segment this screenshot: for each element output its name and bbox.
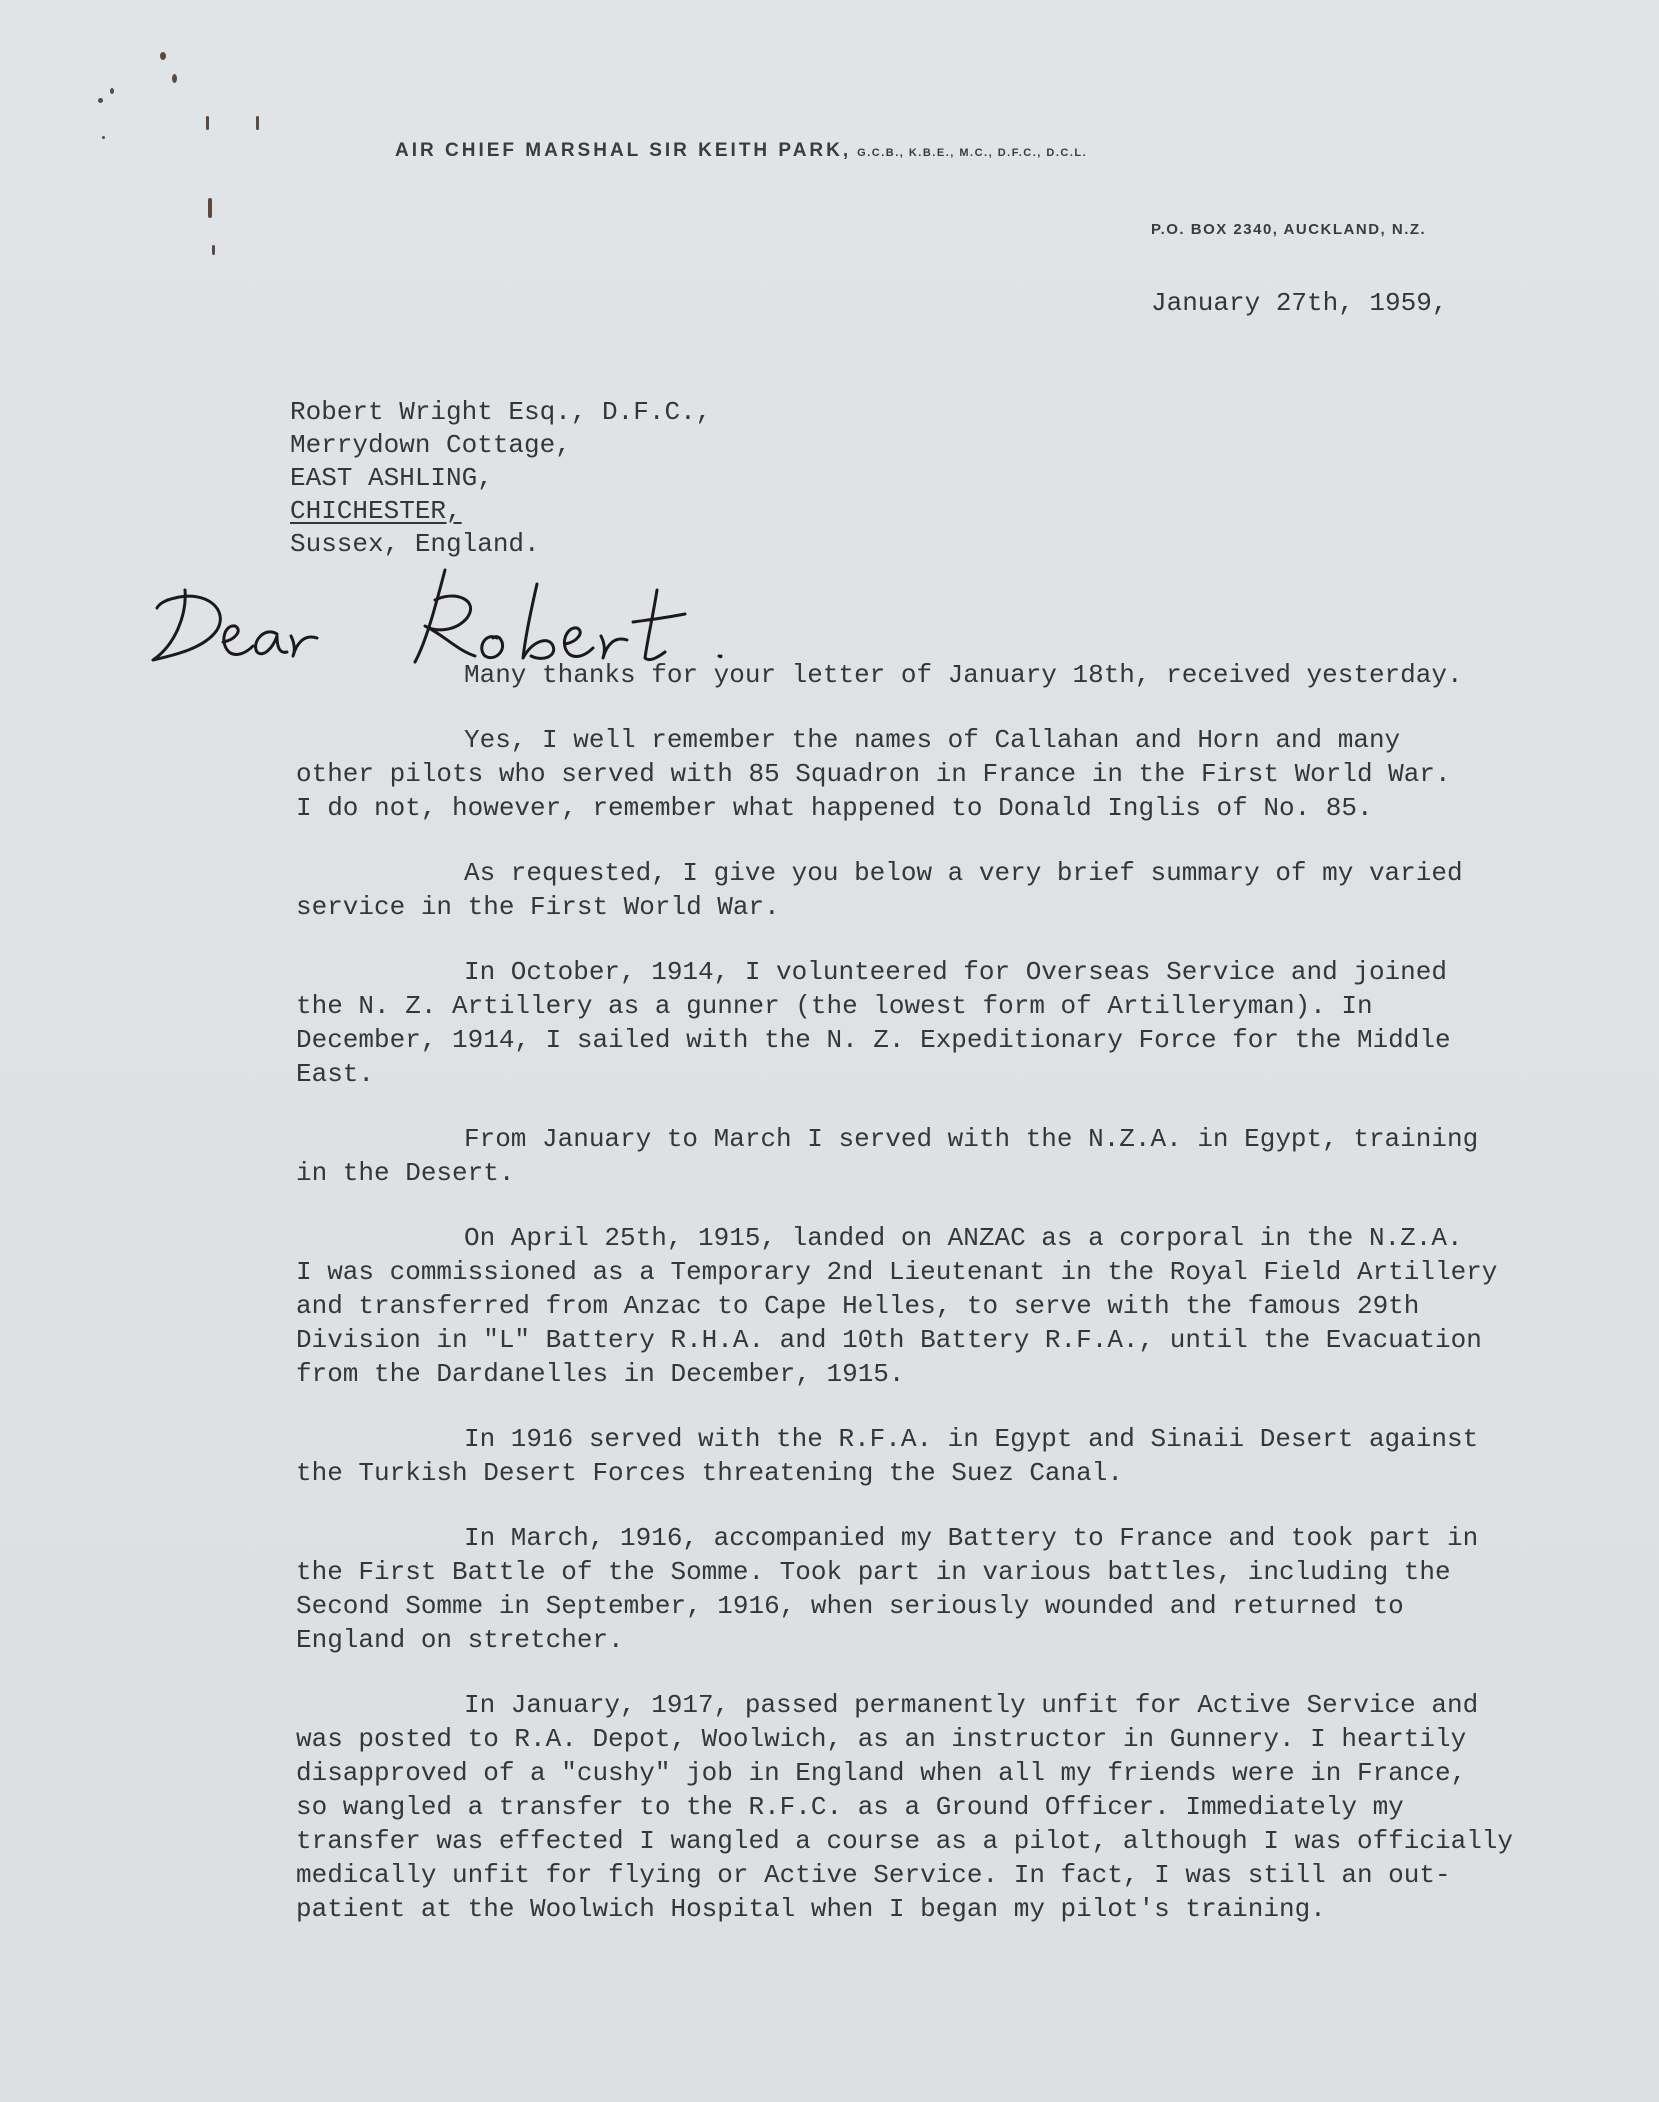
recipient-line: Robert Wright Esq., D.F.C., <box>290 397 712 427</box>
paragraph <box>296 1122 1636 1190</box>
body-line: Division in "L" Battery R.H.A. and 10th Battery R.F.A., until the Evacuation <box>296 1325 1482 1355</box>
body-line: East. <box>296 1059 375 1089</box>
paragraph <box>296 1221 1636 1391</box>
paragraph <box>296 856 1636 924</box>
body-line: other pilots who served with 85 Squadron in France in the First World War. <box>296 759 1451 789</box>
recipient-line: Sussex, England. <box>290 529 540 559</box>
body-line: I was commissioned as a Temporary 2nd Lieutenant in the Royal Field Artillery <box>296 1257 1498 1287</box>
body-line: disapproved of a "cushy" job in England when all my friends were in France, <box>296 1758 1467 1788</box>
body-line: In 1916 served with the R.F.A. in Egypt and Sinaii Desert against <box>464 1424 1479 1454</box>
letterhead-name <box>395 140 1087 162</box>
body-line: Second Somme in September, 1916, when seriously wounded and returned to <box>296 1591 1404 1621</box>
paper-mark <box>206 116 209 130</box>
recipient-address <box>290 396 711 561</box>
body-line: from the Dardanelles in December, 1915. <box>296 1359 905 1389</box>
body-line: In March, 1916, accompanied my Battery to France and took part in <box>464 1523 1479 1553</box>
body-line: In January, 1917, passed permanently unfit for Active Service and <box>464 1690 1479 1720</box>
paper-mark <box>212 245 215 255</box>
paper-mark <box>256 116 259 130</box>
paragraph <box>296 1521 1636 1657</box>
paragraph <box>296 658 1636 692</box>
letterhead-address: P.O. BOX 2340, AUCKLAND, N.Z. <box>1151 221 1427 238</box>
body-line: I do not, however, remember what happened to Donald Inglis of No. 85. <box>296 793 1373 823</box>
paragraph <box>296 723 1636 825</box>
body-line: was posted to R.A. Depot, Woolwich, as an instructor in Gunnery. I heartily <box>296 1724 1467 1754</box>
paragraph <box>296 1688 1636 1926</box>
body-line: England on stretcher. <box>296 1625 624 1655</box>
body-line: Many thanks for your letter of January 18th, received yesterday. <box>464 660 1463 690</box>
body-line: From January to March I served with the N.Z.A. in Egypt, training <box>464 1124 1479 1154</box>
body-line: the Turkish Desert Forces threatening the Suez Canal. <box>296 1458 1123 1488</box>
sender-name: AIR CHIEF MARSHAL SIR KEITH PARK, <box>395 140 852 161</box>
paper-mark <box>110 88 114 94</box>
body-line: Yes, I well remember the names of Callahan and Horn and many <box>464 725 1401 755</box>
letter-date: January 27th, 1959, <box>1151 288 1448 318</box>
recipient-line: EAST ASHLING, <box>290 463 493 493</box>
paper-mark <box>208 198 212 218</box>
body-line: the N. Z. Artillery as a gunner (the lowest form of Artilleryman). In <box>296 991 1373 1021</box>
body-line: service in the First World War. <box>296 892 780 922</box>
body-line: patient at the Woolwich Hospital when I began my pilot's training. <box>296 1894 1326 1924</box>
paper-mark <box>160 52 166 60</box>
body-line: On April 25th, 1915, landed on ANZAC as a corporal in the N.Z.A. <box>464 1223 1463 1253</box>
paper-mark <box>172 74 177 83</box>
body-line: medically unfit for flying or Active Service. In fact, I was still an out- <box>296 1860 1451 1890</box>
body-line: December, 1914, I sailed with the N. Z. Expeditionary Force for the Middle <box>296 1025 1451 1055</box>
letter-body <box>296 658 1636 1957</box>
paper-mark <box>98 98 103 103</box>
body-line: and transferred from Anzac to Cape Helles, to serve with the famous 29th <box>296 1291 1420 1321</box>
recipient-line: CHICHESTER, <box>290 496 462 526</box>
body-line: so wangled a transfer to the R.F.C. as a Ground Officer. Immediately my <box>296 1792 1404 1822</box>
body-line: transfer was effected I wangled a course as a pilot, although I was officially <box>296 1826 1513 1856</box>
sender-honours: G.C.B., K.B.E., M.C., D.F.C., D.C.L. <box>857 147 1088 159</box>
paper-mark <box>102 136 105 139</box>
recipient-line: Merrydown Cottage, <box>290 430 571 460</box>
paragraph <box>296 955 1636 1091</box>
body-line: the First Battle of the Somme. Took part in various battles, including the <box>296 1557 1451 1587</box>
body-line: As requested, I give you below a very brief summary of my varied <box>464 858 1463 888</box>
paragraph <box>296 1422 1636 1490</box>
body-line: In October, 1914, I volunteered for Overseas Service and joined <box>464 957 1447 987</box>
body-line: in the Desert. <box>296 1158 515 1188</box>
